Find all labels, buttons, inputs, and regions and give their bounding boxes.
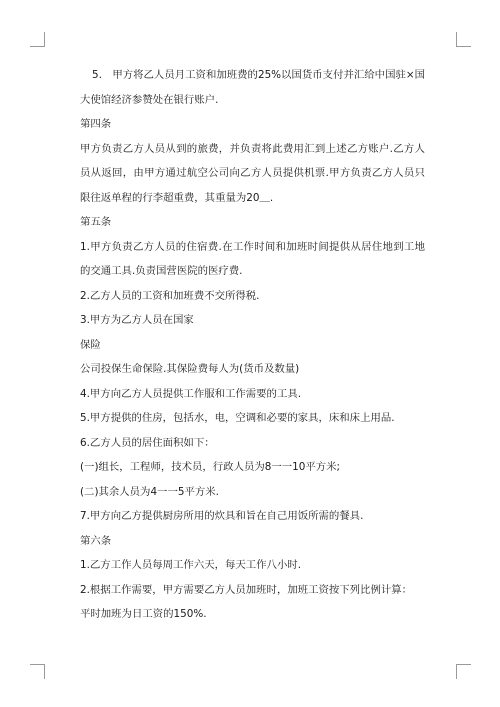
list-item-area-others: (二)其余人员为4一一5平方米. — [80, 485, 219, 498]
document-body — [80, 63, 425, 627]
paragraph-insurance-intro: 3.甲方为乙方人员在国家 — [80, 314, 194, 326]
crop-mark-top-left — [30, 32, 45, 47]
paragraph-work-clothes: 4.甲方向乙方人员提供工作服和工作需要的工具. — [80, 387, 302, 400]
paragraph-working-hours: 1.乙方工作人员每周工作六天，每天工作八小时. — [80, 559, 302, 571]
paragraph-accommodation: 1.甲方负责乙方人员的住宿费.在工作时间和加班时间提供从居住地到工地的交通工具.负责国营医院的医疗费. — [80, 240, 425, 277]
paragraph-kitchenware: 7.甲方向乙方提供厨房所用的炊具和旨在自己用饭所需的餐具. — [80, 510, 364, 522]
crop-mark-bottom-left — [30, 664, 45, 679]
paragraph-insurance-word: 保险 — [80, 338, 101, 351]
paragraph-tax-exemption: 2.乙方人员的工资和加班费不交所得税. — [80, 289, 260, 302]
paragraph-overtime-rate: 平时加班为日工资的150%. — [80, 608, 207, 620]
paragraph-overtime: 2.根据工作需要，甲方需要乙方人员加班时，加班工资按下列比例计算： — [80, 583, 413, 596]
crop-mark-top-right — [456, 32, 471, 47]
list-item-area-staff: (一)组长，工程师，技术员，行政人员为8一一10平方米; — [80, 461, 341, 473]
crop-mark-bottom-right — [456, 664, 471, 679]
paragraph-insurance-premium: 公司投保生命保险.其保险费每人为(货币及数量) — [80, 363, 300, 375]
paragraph-living-area: 6.乙方人员的居住面积如下： — [80, 436, 215, 449]
heading-article-4: 第四条 — [80, 118, 112, 130]
paragraph-travel-expenses: 甲方负责乙方人员从到的旅费，并负责将此费用汇到上述乙方账户.乙方人员从返回，由甲方通过航空公司向乙方人员提供机票.甲方负责乙方人员只限往返单程的行李超重费，其重量为20＿. — [80, 142, 425, 204]
heading-article-5: 第五条 — [80, 216, 112, 228]
paragraph-housing: 5.甲方提供的住房，包括水，电，空调和必要的家具，床和床上用品. — [80, 412, 395, 424]
heading-article-6: 第六条 — [80, 534, 112, 547]
paragraph-clause-3-item-5: 5. 甲方将乙人员月工资和加班费的25%以国货币支付并汇给中国驻×国大使馆经济参赞处在银行账户. — [80, 69, 425, 106]
